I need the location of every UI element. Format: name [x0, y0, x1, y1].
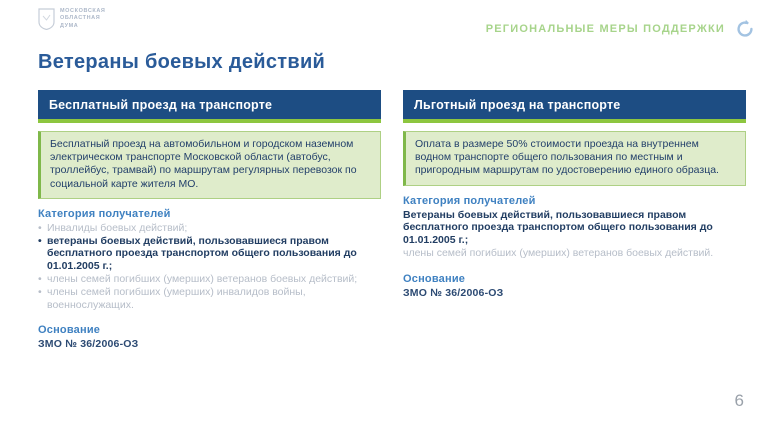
- category-label: Категория получателей: [38, 207, 171, 220]
- regional-duma-crest-icon: [38, 8, 55, 30]
- column-discount-transport: [403, 90, 746, 350]
- page-title: Ветераны боевых действий: [38, 51, 326, 73]
- logo-line3: ДУМА: [60, 22, 79, 29]
- category-label: Категория получателей: [403, 194, 536, 207]
- basis-label: Основание: [403, 272, 466, 285]
- page-number: 6: [734, 391, 744, 410]
- category-list: [403, 209, 746, 260]
- category-list: [38, 222, 381, 312]
- top-right: [486, 8, 756, 40]
- program-label: РЕГИОНАЛЬНЫЕ МЕРЫ ПОДДЕРЖКИ: [485, 23, 725, 35]
- column-header: Льготный проезд на транспорте: [403, 90, 746, 123]
- circular-arrow-icon: [734, 18, 756, 40]
- logo-text: [60, 8, 105, 30]
- top-bar: [38, 8, 756, 42]
- logo-line1: МОСКОВСКАЯ: [60, 8, 106, 14]
- columns: [38, 90, 746, 350]
- category-item: члены семей погибших (умерших) ветеранов боевых действий.: [403, 247, 714, 260]
- category-item: • ветераны боевых действий, пользовавшиеся правом бесплатного проезда транспортом общего пользования до 01.01.2005 г.;: [38, 235, 381, 273]
- category-item: • члены семей погибших (умерших) ветеранов боевых действий;: [38, 273, 381, 286]
- column-header: Бесплатный проезд на транспорте: [38, 90, 381, 123]
- description-box: Оплата в размере 50% стоимости проезда на внутреннем водном транспорте общего пользования по местным и пригородным маршрутам по удостоверению единого образца.: [403, 131, 746, 186]
- basis-value: ЗМО № 36/2006-ОЗ: [403, 286, 504, 299]
- basis-value: ЗМО № 36/2006-ОЗ: [38, 338, 139, 351]
- category-item: Ветераны боевых действий, пользовавшиеся правом бесплатного проезда транспортом общего пользования до 01.01.2005 г.;: [403, 208, 713, 247]
- description-box: Бесплатный проезд на автомобильном и городском наземном электрическом транспорте Московской области (автобус, троллейбус, трамвай) по маршрутам регулярных перевозок по социальной карте жителя МО.: [38, 131, 381, 199]
- column-free-transport: [38, 90, 381, 350]
- logo-line2: ОБЛАСТНАЯ: [60, 15, 101, 22]
- category-item: • члены семей погибших (умерших) инвалидов войны, военнослужащих.: [38, 286, 381, 312]
- logo: [38, 8, 105, 30]
- category-item: • Инвалиды боевых действий;: [38, 222, 381, 235]
- basis-label: Основание: [38, 324, 101, 337]
